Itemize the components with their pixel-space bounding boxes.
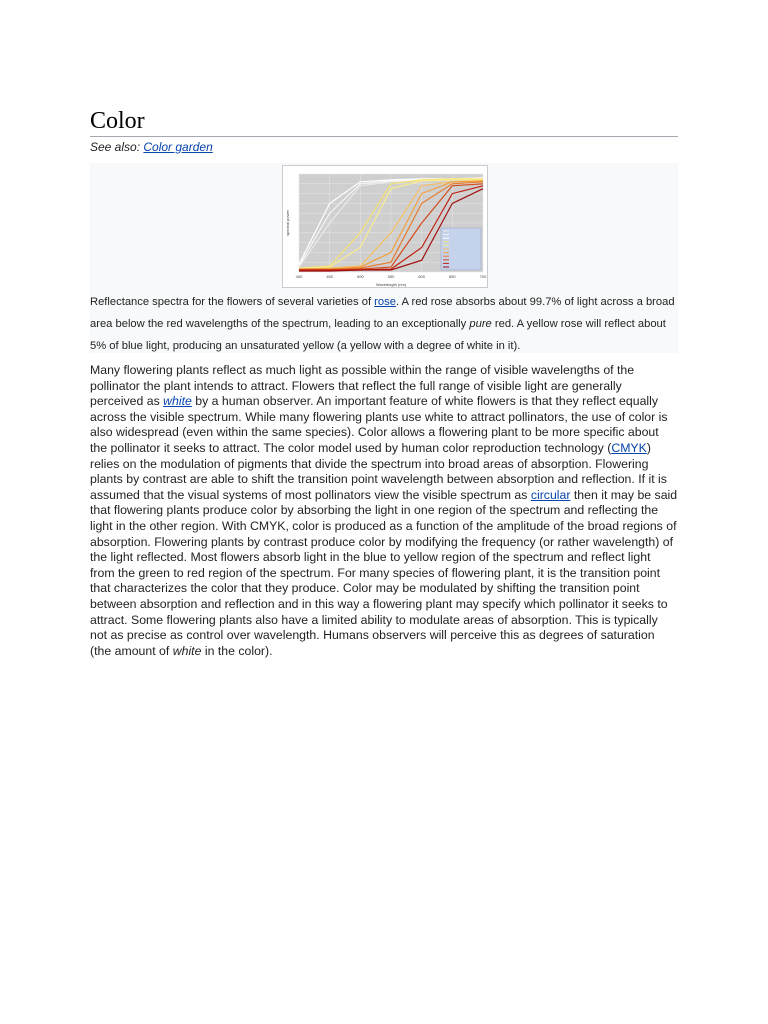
see-also-hatnote — [90, 140, 213, 154]
caption-text-1: Reflectance spectra for the flowers of several varieties of — [90, 296, 375, 308]
body-text-3: ) relies on the modulation of pigments that divide the spectrum into broad areas of absorption. Flowering plants by contrast are able to shift the transition point wavelength between absorption and reflection. If it is assumed that the visual systems of most pollinators view the visible spectrum as — [90, 440, 667, 502]
reflectance-chart — [283, 166, 487, 287]
figure — [90, 163, 678, 353]
x-tick-label: 550 — [387, 274, 395, 279]
section-heading: Color — [90, 108, 678, 137]
x-tick-label: 500 — [356, 274, 364, 279]
x-tick-label: 450 — [326, 274, 334, 279]
body-text-1: Many flowering plants reflect as much light as possible within the range of visible wavelengths of the pollinator the plant intends to attract. Flowers that reflect the full range of visible light are generally perceived as — [90, 363, 635, 409]
body-paragraph — [90, 363, 678, 659]
y-axis-label: spectral power — [285, 209, 290, 237]
x-tick-label: 400 — [295, 274, 303, 279]
see-also-prefix: See also: — [90, 140, 144, 154]
x-tick-label: 700 — [479, 274, 487, 279]
body-text-2: by a human observer. An important feature of white flowers is that they reflect equally across the visible spectrum. While many flowering plants use white to attract pollinators, the use of color is also widespread (even within the same species). Color allows a flowering plant to be more specific about the pollinator it seeks to attract. The color model used by human color reproduction technology ( — [90, 394, 668, 455]
x-axis-label: Wavelength (nm) — [375, 282, 407, 287]
reflectance-chart-thumbnail[interactable] — [282, 165, 488, 288]
body-text-4: then it may be said that flowering plants produce color by absorbing the light in one region of the spectrum and reflecting the light in the other region. With CMYK, color is produced as a function of the amplitude of the broad regions of absorption. Flowering plants by contrast produce color by modifying the frequency (or rather wavelength) of the light reflected. Most flowers absorb light in the blue to yellow region of the spectrum and reflect light from the green to red region of the spectrum. For many species of flowering plant, it is the transition point that characterizes the color that they produce. Color may be modulated by shifting the transition point between absorption and reflection and in this way a flowering plant may specify which pollinator it seeks to attract. Some flowering plants also have a limited ability to modulate areas of absorption. This is typically not as precise as control over wavelength. Humans observers will perceive this as degrees of saturation (the amount of — [90, 487, 678, 658]
rose-link[interactable]: rose — [374, 296, 396, 308]
x-tick-label: 600 — [418, 274, 426, 279]
color-garden-link[interactable]: Color garden — [143, 140, 213, 154]
white-link[interactable]: white — [163, 394, 192, 409]
x-tick-label: 650 — [448, 274, 456, 279]
caption-text-3: red. A yellow rose will reflect about 5% of blue light, producing an unsaturated yellow (a yellow with a degree of white in it). — [90, 318, 666, 352]
body-italic-white: white — [172, 643, 202, 658]
figure-caption — [90, 291, 678, 357]
body-text-5: in the color). — [201, 643, 273, 658]
caption-italic-pure: pure — [469, 318, 492, 330]
circular-link[interactable]: circular — [530, 487, 571, 502]
caption-text-2: . A red rose absorbs about 99.7% of light across a broad area below the red wavelengths of the spectrum, leading to an exceptionally — [90, 296, 675, 330]
cmyk-link[interactable]: CMYK — [611, 440, 647, 455]
